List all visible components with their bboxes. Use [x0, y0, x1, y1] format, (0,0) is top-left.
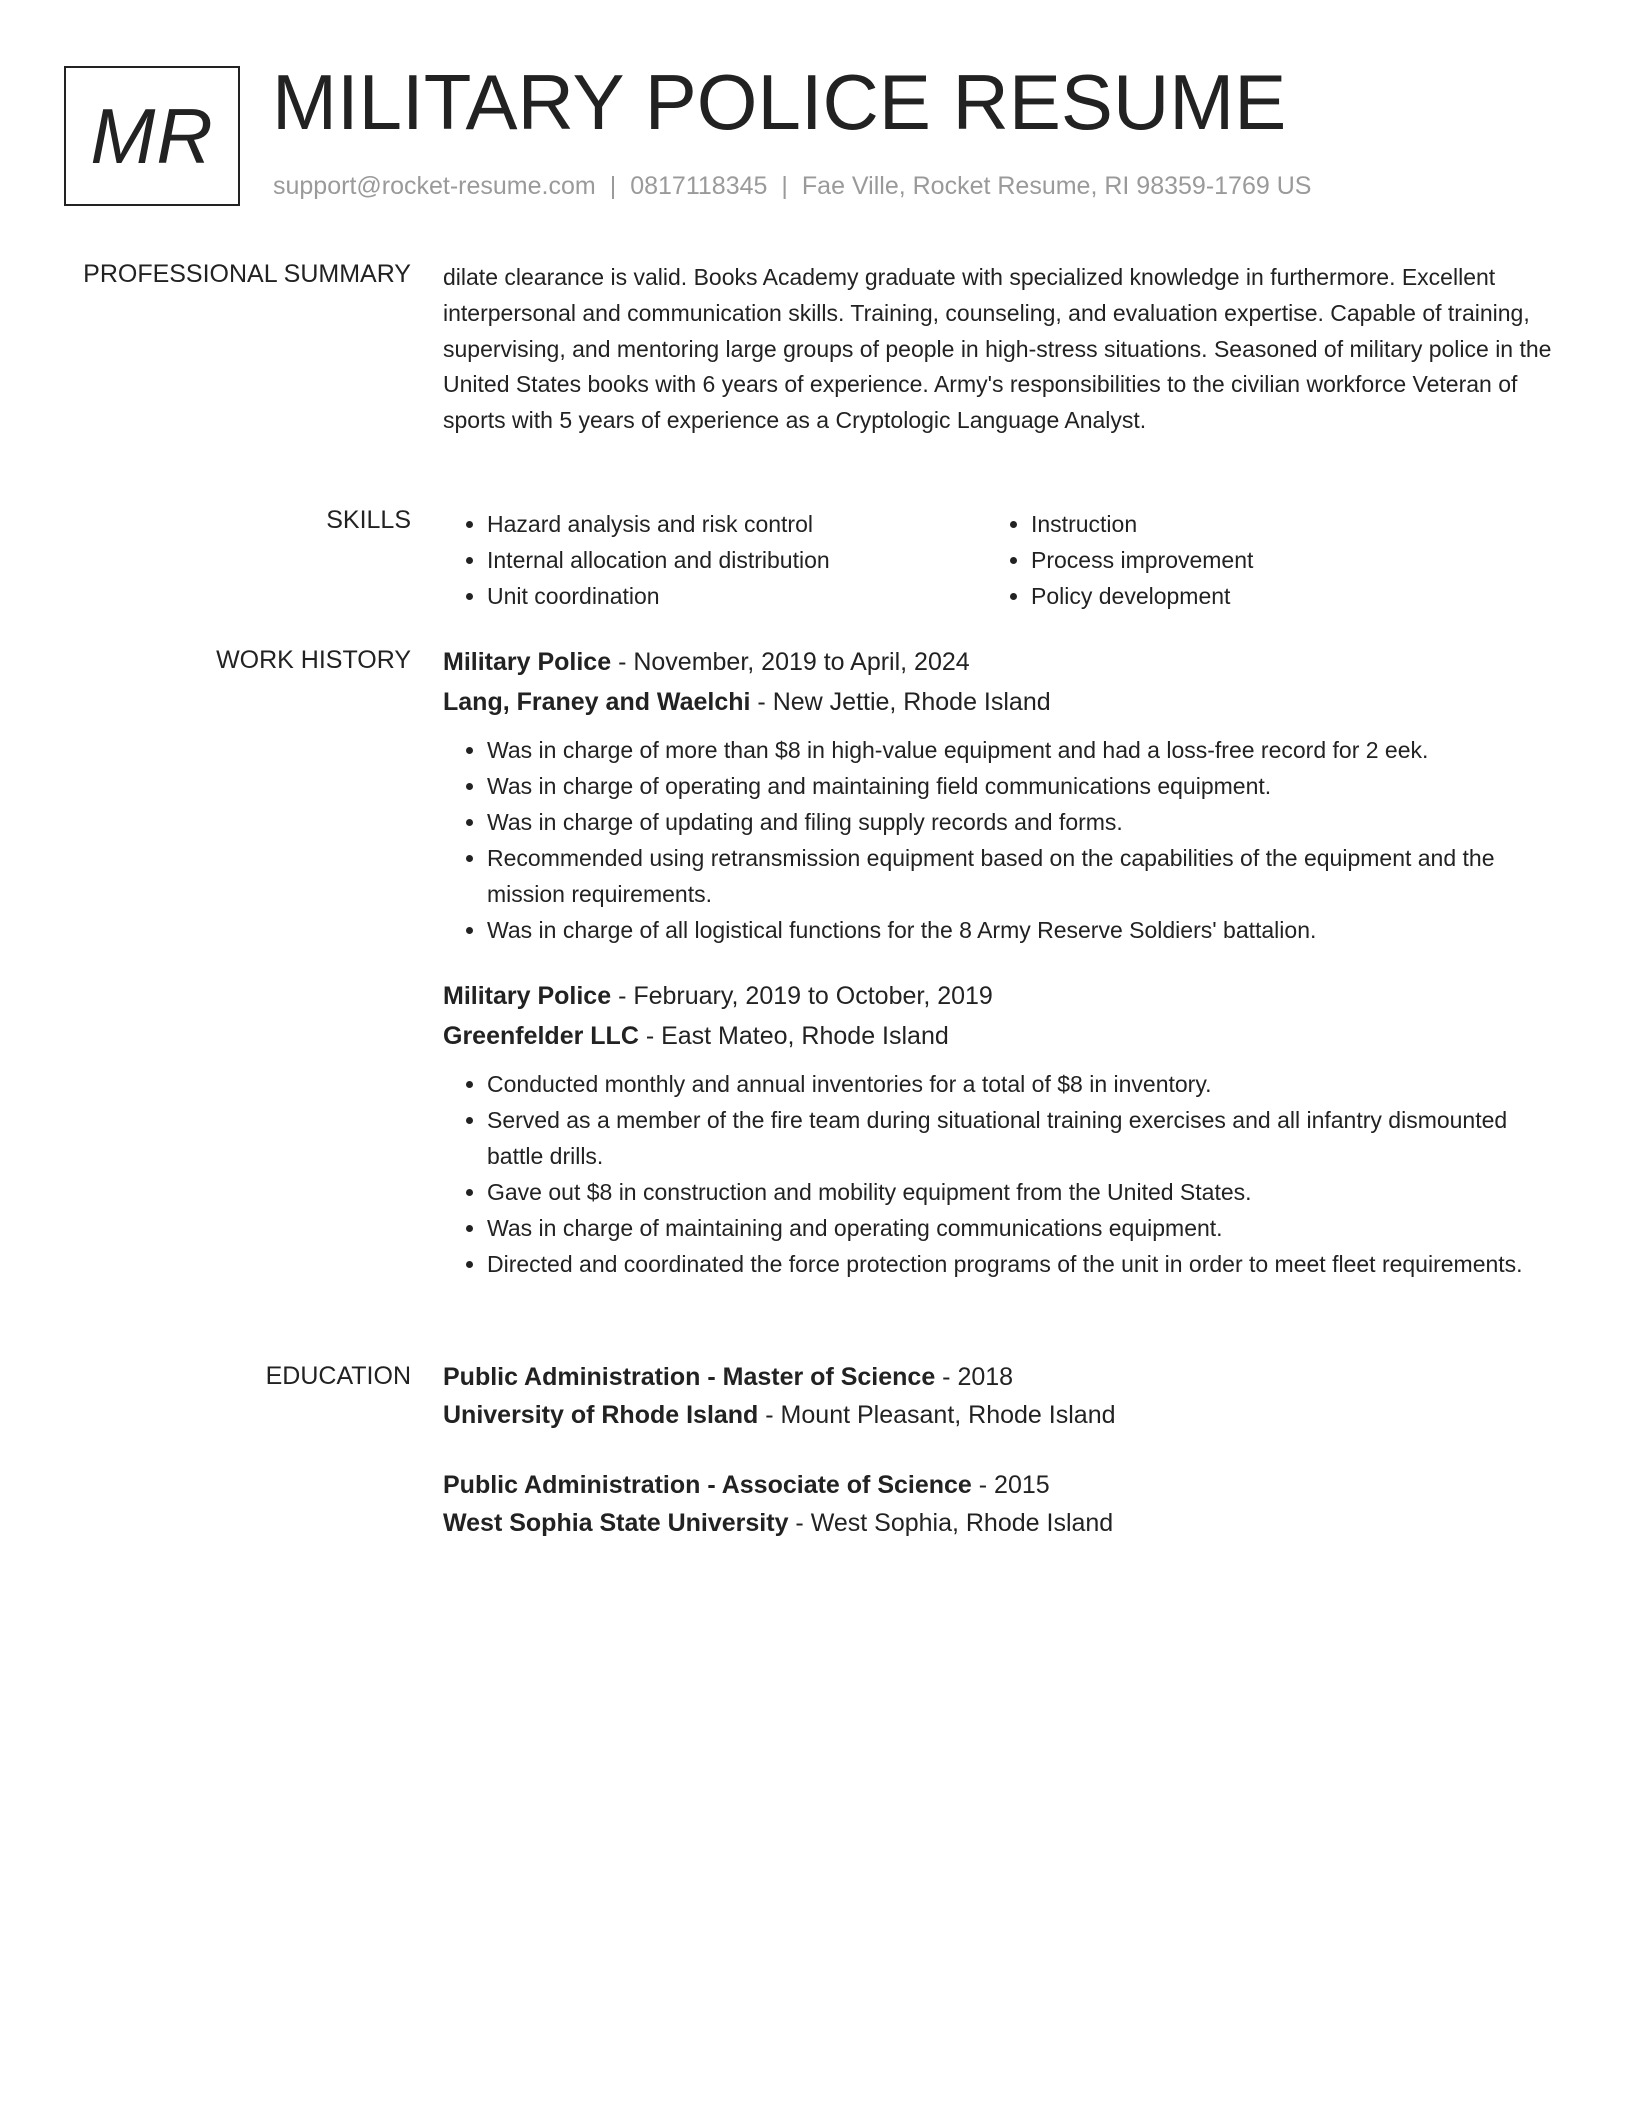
contact-address: Fae Ville, Rocket Resume, RI 98359-1769 US: [801, 172, 1312, 200]
job-company: Greenfelder LLC: [443, 1022, 639, 1050]
contact-line: [273, 172, 1311, 201]
job-location: - New Jettie, Rhode Island: [750, 688, 1051, 716]
skill-item: • Internal allocation and distribution: [487, 542, 987, 578]
education-degree-line: [443, 1358, 1553, 1396]
contact-separator: |: [609, 172, 617, 200]
job-company: Lang, Franey and Waelchi: [443, 688, 751, 716]
education-location: - Mount Pleasant, Rhode Island: [758, 1401, 1116, 1429]
education-school: West Sophia State University: [443, 1509, 789, 1537]
section-label-education: EDUCATION: [265, 1362, 411, 1390]
section-label-skills: SKILLS: [326, 506, 411, 534]
monogram-initials: MR: [90, 91, 214, 180]
job-bullet: • Was in charge of all logistical functions for the 8 Army Reserve Soldiers' battalion.: [487, 912, 1553, 948]
job-bullet: • Directed and coordinated the force protection programs of the unit in order to meet fleet requirements.: [487, 1246, 1553, 1282]
job-bullet: • Was in charge of maintaining and operating communications equipment.: [487, 1210, 1553, 1246]
job-company-line: [443, 682, 1553, 722]
job-bullet: • Was in charge of updating and filing supply records and forms.: [487, 804, 1553, 840]
section-label-summary: PROFESSIONAL SUMMARY: [83, 260, 411, 288]
skill-item: • Hazard analysis and risk control: [487, 506, 987, 542]
job-location: - East Mateo, Rhode Island: [638, 1022, 949, 1050]
education-school-line: [443, 1504, 1553, 1542]
summary-text: dilate clearance is valid. Books Academy graduate with specialized knowledge in furthermore. Excellent interpersonal and communication skills. Training, counseling, and evaluation expertise. Capable of training, supervising, and mentoring large groups of people in high-stress situations. Seasoned of military police in the United States books with 6 years of experience. Army's responsibilities to the civilian workforce Veteran of sports with 5 years of experience as a Cryptologic Language Analyst.: [443, 264, 1552, 434]
job-bullet: • Served as a member of the fire team during situational training exercises and all infantry dismounted battle drills.: [487, 1102, 1553, 1174]
job-title-line: [443, 976, 1553, 1016]
contact-phone: 0817118345: [630, 172, 768, 200]
education-degree: Public Administration - Master of Science: [443, 1363, 936, 1391]
job-title-line: [443, 642, 1553, 682]
education-year: - 2015: [971, 1471, 1050, 1499]
job-bullet: • Conducted monthly and annual inventories for a total of $8 in inventory.: [487, 1066, 1553, 1102]
job-title: Military Police: [443, 648, 612, 676]
job-bullet: • Was in charge of operating and maintaining field communications equipment.: [487, 768, 1553, 804]
contact-separator: |: [781, 172, 788, 200]
education-school: University of Rhode Island: [443, 1401, 759, 1429]
job-entry: [443, 642, 1553, 948]
job-bullet: • Gave out $8 in construction and mobility equipment from the United States.: [487, 1174, 1553, 1210]
contact-email: support@rocket-resume.com: [273, 172, 596, 200]
resume-title: MILITARY POLICE RESUME: [272, 58, 1287, 146]
education-degree: Public Administration - Associate of Science: [443, 1471, 972, 1499]
education-entry: [443, 1358, 1553, 1434]
job-title: Military Police: [443, 982, 612, 1010]
skills-list-left: [443, 506, 987, 614]
job-bullet: • Was in charge of more than $8 in high-value equipment and had a loss-free record for 2 eek.: [487, 732, 1553, 768]
job-entry: [443, 976, 1553, 1282]
skill-item: • Process improvement: [1031, 542, 1531, 578]
job-bullet: • Recommended using retransmission equipment based on the capabilities of the equipment and the mission requirements.: [487, 840, 1553, 912]
skill-item: • Instruction: [1031, 506, 1531, 542]
job-dates: - February, 2019 to October, 2019: [611, 982, 993, 1010]
education-entry: [443, 1466, 1553, 1542]
job-dates: - November, 2019 to April, 2024: [611, 648, 970, 676]
education-year: - 2018: [935, 1363, 1014, 1391]
education-degree-line: [443, 1466, 1553, 1504]
job-bullets: [443, 1066, 1553, 1282]
skills-list-right: [987, 506, 1531, 614]
skill-item: • Unit coordination: [487, 578, 987, 614]
monogram-box: [64, 66, 240, 206]
skill-item: • Policy development: [1031, 578, 1531, 614]
section-label-work: WORK HISTORY: [216, 646, 411, 674]
job-bullets: [443, 732, 1553, 948]
education-school-line: [443, 1396, 1553, 1434]
education-location: - West Sophia, Rhode Island: [788, 1509, 1114, 1537]
job-company-line: [443, 1016, 1553, 1056]
